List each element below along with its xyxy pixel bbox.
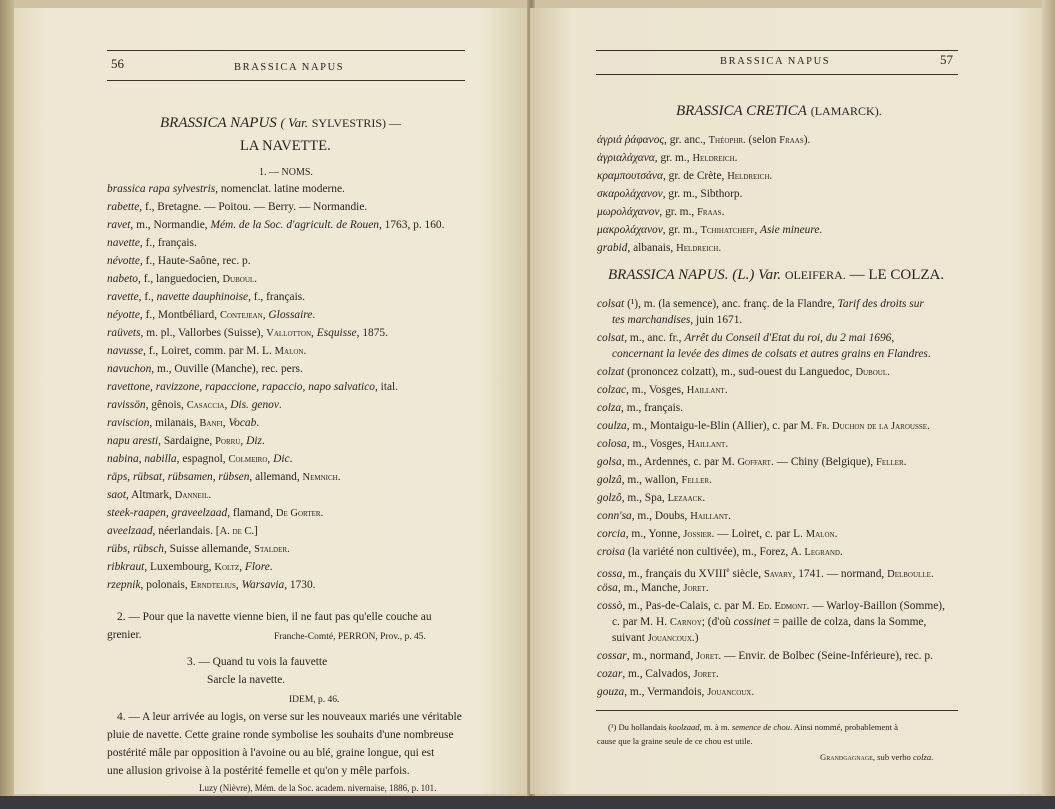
paragraph-4-line: une allusion grivoise à la postérité femelle et qu'on y mêle parfois. xyxy=(107,765,410,777)
list-item: colsat, m., anc. fr., Arrêt du Conseil d'Etat du roi, du 2 mai 1696, xyxy=(597,332,895,344)
title-var: ( Var. xyxy=(280,115,308,130)
paragraph-4-line: 4. — A leur arrivée au logis, on verse sur les nouveaux mariés une véritable xyxy=(117,711,462,723)
list-item: néyotte, f., Montbéliard, Contejean, Glossaire. xyxy=(107,309,316,321)
paragraph-2-line1: 2. — Pour que la navette vienne bien, il ne faut pas qu'elle couche au xyxy=(117,611,432,623)
list-item: aveelzaad, néerlandais. [A. de C.] xyxy=(107,525,258,537)
list-item: μωρολάχανον, gr. m., Fraas. xyxy=(597,206,725,218)
list-item: colza, m., français. xyxy=(597,402,684,414)
list-item: colzat (prononcez colzatt), m., sud-ouest du Languedoc, Duboul. xyxy=(597,366,890,378)
running-head: BRASSICA NAPUS xyxy=(720,56,831,67)
header-rule-top xyxy=(596,50,958,51)
header-rule-top xyxy=(107,50,465,51)
list-item: cösa, m., Manche, Joret. xyxy=(597,582,709,594)
title-italic: BRASSICA NAPUS. (L.) Var. xyxy=(608,267,782,283)
list-item: ravissön, gênois, Casaccia, Dis. genov. xyxy=(107,399,282,411)
footnote-rule xyxy=(596,710,958,711)
list-item: colzac, m., Vosges, Haillant. xyxy=(597,384,728,396)
section-title-line1 xyxy=(160,115,401,132)
header-rule-bottom xyxy=(107,80,465,81)
paragraph-2-line2: grenier. xyxy=(107,629,142,641)
title-rest: — LE COLZA. xyxy=(849,267,945,283)
list-item: nabina, nabilla, espagnol, Colmeiro, Dic. xyxy=(107,453,293,465)
bottom-shadow-band xyxy=(0,796,1055,809)
list-item: navusse, f., Loiret, comm. par M. L. Malon. xyxy=(107,345,307,357)
list-item: suivant Jouancoux.) xyxy=(612,632,699,644)
list-item: golzâ, m., wallon, Feller. xyxy=(597,474,712,486)
list-item: névotte, f., Haute-Saône, rec. p. xyxy=(107,255,251,267)
book-edge-left xyxy=(0,0,14,809)
list-item: colsat (¹), m. (la semence), anc. franç. de la Flandre, Tarif des droits sur xyxy=(597,298,924,310)
paragraph-4-line: postérité mâle par opposition à l'avoine ou au blé, graine longue, qui est xyxy=(107,747,435,759)
section-title-cretica xyxy=(676,103,882,120)
right-page xyxy=(530,8,1042,794)
title-smallcaps: OLEIFERA. xyxy=(784,268,846,282)
list-item: concernant la levée des dimes de colsats et autres grains en Flandres. xyxy=(612,348,931,360)
section-title-line2: LA NAVETTE. xyxy=(240,138,331,154)
list-item: ἀγριαλάχανα, gr. m., Heldreich. xyxy=(597,152,738,164)
list-item: conn'sa, m., Doubs, Haillant. xyxy=(597,510,732,522)
title-italic: BRASSICA CRETICA xyxy=(676,103,807,119)
left-page xyxy=(14,8,530,794)
paragraph-3-source: IDEM, p. 46. xyxy=(289,695,340,705)
list-item: cossar, m., normand, Joret. — Envir. de Bolbec (Seine-Inférieure), rec. p. xyxy=(597,650,933,662)
list-item: brassica rapa sylvestris, nomenclat. latine moderne. xyxy=(107,183,345,195)
list-item: golsa, m., Ardennes, c. par M. Goffart. — Chiny (Belgique), Feller. xyxy=(597,456,907,468)
list-item: raüvets, m. pl., Vallorbes (Suisse), Vallotton, Esquisse, 1875. xyxy=(107,327,388,339)
title-smallcaps: (LAMARCK). xyxy=(810,104,882,118)
section-title-colza xyxy=(608,267,944,284)
title-smallcaps: SYLVESTRIS) — xyxy=(311,116,401,130)
list-item: μακρολάχανον, gr. m., Tchihatcheff, Asie mineure. xyxy=(597,224,823,236)
list-item: navette, f., français. xyxy=(107,237,197,249)
list-item: saot, Altmark, Danneil. xyxy=(107,489,212,501)
list-item: colosa, m., Vosges, Haillant. xyxy=(597,438,729,450)
list-item: croisa (la variété non cultivée), m., Forez, A. Legrand. xyxy=(597,546,843,558)
list-item: napu aresti, Sardaigne, Porru, Diz. xyxy=(107,435,265,447)
footnote-source: Grandgagnage, sub verbo colza. xyxy=(820,752,934,762)
list-item: navuchon, m., Ouville (Manche), rec. pers. xyxy=(107,363,303,375)
list-item: ribkraut, Luxembourg, Koltz, Flore. xyxy=(107,561,273,573)
section-heading: 1. — NOMS. xyxy=(259,167,313,178)
list-item: cozar, m., Calvados, Joret. xyxy=(597,668,719,680)
list-item: cossa, m., français du XVIIIe siècle, Savary, 1741. — normand, Delboulle. xyxy=(597,566,934,580)
paragraph-4-line: pluie de navette. Cette graine ronde symbolise les souhaits d'une nombreuse xyxy=(107,729,454,741)
list-item: ravette, f., navette dauphinoise, f., français. xyxy=(107,291,306,303)
list-item: ravet, m., Normandie, Mém. de la Soc. d'agricult. de Rouen, 1763, p. 160. xyxy=(107,219,445,231)
list-item: cossò, m., Pas-de-Calais, c. par M. Ed. Edmont. — Warloy-Baillon (Somme), xyxy=(597,600,945,612)
page-number: 57 xyxy=(940,52,953,67)
paragraph-2-source: Franche-Comté, PERRON, Prov., p. 45. xyxy=(274,632,426,642)
list-item: κραμπουτσάνα, gr. de Crète, Heldreich. xyxy=(597,170,773,182)
book-edge-right xyxy=(1042,0,1055,809)
page-number: 56 xyxy=(111,56,124,71)
title-italic: BRASSICA NAPUS xyxy=(160,115,277,131)
footnote-line: cause que la graine seule de ce chou est utile. xyxy=(597,736,753,746)
list-item: steek-raapen, graveelzaad, flamand, De Gorter. xyxy=(107,507,324,519)
list-item: nabeto, f., languedocien, Duboul. xyxy=(107,273,258,285)
header-rule-bottom xyxy=(596,74,958,75)
list-item: raviscion, milanais, Banfi, Vocab. xyxy=(107,417,260,429)
paragraph-3-line2: Sarcle la navette. xyxy=(207,674,286,686)
list-item: coulza, m., Montaigu-le-Blin (Allier), c. par M. Fr. Duchon de la Jarousse. xyxy=(597,420,930,432)
list-item: c. par M. H. Carnoy; (d'où cossinet = paille de colza, dans la Somme, xyxy=(612,616,927,628)
list-item: gouza, m., Vermandois, Jouancoux. xyxy=(597,686,755,698)
list-item: räps, rübsat, rübsamen, rübsen, allemand, Nemnich. xyxy=(107,471,341,483)
list-item: golzô, m., Spa, Lezaack. xyxy=(597,492,706,504)
list-item: corcia, m., Yonne, Jossier. — Loiret, c. par L. Malon. xyxy=(597,528,838,540)
running-head: BRASSICA NAPUS xyxy=(234,62,345,73)
list-item: rübs, rübsch, Suisse allemande, Stalder. xyxy=(107,543,290,555)
list-item: rzepnik, polonais, Erndtelius, Warsavia, 1730. xyxy=(107,579,316,591)
list-item: σκαρολάχανον, gr. m., Sibthorp. xyxy=(597,188,743,200)
list-item: ravettone, ravizzone, rapaccione, rapaccio, napo salvatico, ital. xyxy=(107,381,399,393)
list-item: rabette, f., Bretagne. — Poitou. — Berry. — Normandie. xyxy=(107,201,368,213)
footnote-line: (¹) Du hollandais koolzaad, m. à m. semence de chou. Ainsi nommé, probablement à xyxy=(608,722,898,732)
list-item: grabid, albanais, Heldreich. xyxy=(597,242,722,254)
list-item: tes marchandises, juin 1671. xyxy=(612,314,743,326)
paragraph-3-line1: 3. — Quand tu vois la fauvette xyxy=(187,656,328,668)
list-item: ἀγριά ῥάφανος, gr. anc., Théophr. (selon Fraas). xyxy=(597,134,811,146)
paragraph-4-source: Luzy (Nièvre), Mém. de la Soc. academ. nivernaise, 1886, p. 101. xyxy=(199,783,437,793)
